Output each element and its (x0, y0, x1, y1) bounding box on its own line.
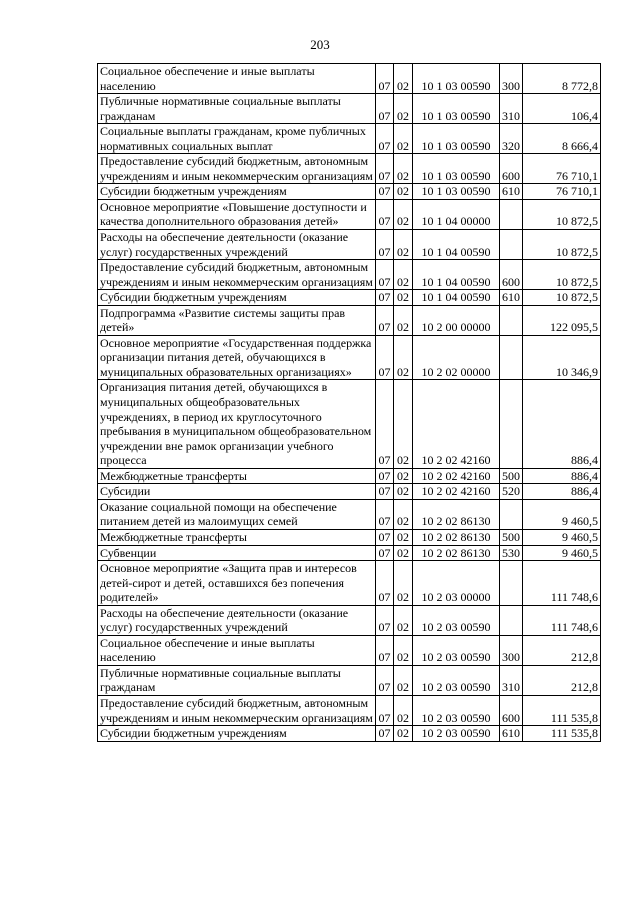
subsection-code: 02 (394, 468, 413, 484)
table-row (98, 545, 601, 561)
table-row (98, 154, 601, 184)
target-article-code: 10 2 02 42160 (413, 468, 500, 484)
subsection-code: 02 (394, 484, 413, 500)
section-code: 07 (376, 154, 394, 184)
row-name: Публичные нормативные социальные выплаты гражданам (98, 665, 376, 695)
table-row (98, 260, 601, 290)
budget-table (97, 63, 601, 742)
section-code: 07 (376, 561, 394, 606)
section-code: 07 (376, 335, 394, 380)
target-article-code: 10 2 02 86130 (413, 545, 500, 561)
expense-type-code (500, 335, 523, 380)
page-number: 203 (310, 37, 330, 52)
section-code: 07 (376, 529, 394, 545)
table-row (98, 184, 601, 200)
section-code: 07 (376, 695, 394, 725)
expense-type-code (500, 380, 523, 468)
amount: 76 710,1 (523, 154, 601, 184)
amount: 111 535,8 (523, 695, 601, 725)
subsection-code: 02 (394, 260, 413, 290)
amount: 111 748,6 (523, 605, 601, 635)
target-article-code: 10 1 04 00590 (413, 230, 500, 260)
section-code: 07 (376, 468, 394, 484)
target-article-code: 10 1 03 00590 (413, 154, 500, 184)
row-name: Основное мероприятие «Повышение доступности и качества дополнительного образования детей» (98, 199, 376, 229)
target-article-code: 10 2 03 00590 (413, 635, 500, 665)
amount: 8 666,4 (523, 124, 601, 154)
table-row (98, 335, 601, 380)
amount: 212,8 (523, 665, 601, 695)
amount: 10 872,5 (523, 260, 601, 290)
subsection-code: 02 (394, 380, 413, 468)
subsection-code: 02 (394, 305, 413, 335)
section-code: 07 (376, 260, 394, 290)
target-article-code: 10 2 03 00000 (413, 561, 500, 606)
row-name: Субсидии бюджетным учреждениям (98, 290, 376, 306)
subsection-code: 02 (394, 529, 413, 545)
amount: 10 872,5 (523, 230, 601, 260)
subsection-code: 02 (394, 695, 413, 725)
amount: 9 460,5 (523, 529, 601, 545)
target-article-code: 10 2 03 00590 (413, 665, 500, 695)
table-row (98, 380, 601, 468)
section-code: 07 (376, 94, 394, 124)
section-code: 07 (376, 726, 394, 742)
amount: 212,8 (523, 635, 601, 665)
expense-type-code: 310 (500, 94, 523, 124)
expense-type-code (500, 199, 523, 229)
table-row (98, 561, 601, 606)
amount: 886,4 (523, 380, 601, 468)
expense-type-code: 600 (500, 154, 523, 184)
expense-type-code: 530 (500, 545, 523, 561)
table-row (98, 695, 601, 725)
expense-type-code: 610 (500, 290, 523, 306)
target-article-code: 10 2 02 42160 (413, 380, 500, 468)
section-code: 07 (376, 124, 394, 154)
row-name: Подпрограмма «Развитие системы защиты прав детей» (98, 305, 376, 335)
table-row (98, 305, 601, 335)
row-name: Субвенции (98, 545, 376, 561)
row-name: Организация питания детей, обучающихся в муниципальных общеобразовательных учреждениях, в период их круглосуточного пребывания в муниципальном общеобразовательном учреждении вне рамок организации учебного процесса (98, 380, 376, 468)
subsection-code: 02 (394, 230, 413, 260)
target-article-code: 10 2 02 86130 (413, 529, 500, 545)
subsection-code: 02 (394, 154, 413, 184)
table-row (98, 64, 601, 94)
subsection-code: 02 (394, 665, 413, 695)
expense-type-code: 600 (500, 260, 523, 290)
table-row (98, 635, 601, 665)
section-code: 07 (376, 605, 394, 635)
table-row (98, 484, 601, 500)
section-code: 07 (376, 380, 394, 468)
section-code: 07 (376, 635, 394, 665)
row-name: Предоставление субсидий бюджетным, автономным учреждениям и иным некоммерческим организациям (98, 154, 376, 184)
amount: 111 535,8 (523, 726, 601, 742)
amount: 10 872,5 (523, 290, 601, 306)
expense-type-code: 500 (500, 468, 523, 484)
subsection-code: 02 (394, 726, 413, 742)
table-row (98, 665, 601, 695)
row-name: Субсидии (98, 484, 376, 500)
target-article-code: 10 1 03 00590 (413, 124, 500, 154)
expense-type-code: 600 (500, 695, 523, 725)
expense-type-code (500, 605, 523, 635)
target-article-code: 10 1 04 00590 (413, 290, 500, 306)
row-name: Субсидии бюджетным учреждениям (98, 726, 376, 742)
row-name: Оказание социальной помощи на обеспечение питанием детей из малоимущих семей (98, 499, 376, 529)
expense-type-code: 310 (500, 665, 523, 695)
expense-type-code: 520 (500, 484, 523, 500)
row-name: Социальное обеспечение и иные выплаты населению (98, 635, 376, 665)
subsection-code: 02 (394, 635, 413, 665)
target-article-code: 10 1 03 00590 (413, 94, 500, 124)
amount: 10 346,9 (523, 335, 601, 380)
expense-type-code: 300 (500, 635, 523, 665)
amount: 9 460,5 (523, 545, 601, 561)
section-code: 07 (376, 290, 394, 306)
amount: 8 772,8 (523, 64, 601, 94)
target-article-code: 10 2 03 00590 (413, 726, 500, 742)
expense-type-code (500, 230, 523, 260)
row-name: Межбюджетные трансферты (98, 468, 376, 484)
subsection-code: 02 (394, 499, 413, 529)
amount: 111 748,6 (523, 561, 601, 606)
table-row (98, 605, 601, 635)
section-code: 07 (376, 499, 394, 529)
amount: 122 095,5 (523, 305, 601, 335)
subsection-code: 02 (394, 290, 413, 306)
table-row (98, 230, 601, 260)
expense-type-code (500, 561, 523, 606)
row-name: Основное мероприятие «Защита прав и интересов детей-сирот и детей, оставшихся без попечения родителей» (98, 561, 376, 606)
subsection-code: 02 (394, 199, 413, 229)
row-name: Основное мероприятие «Государственная поддержка организации питания детей, обучающихся в муниципальных образовательных организациях» (98, 335, 376, 380)
expense-type-code: 320 (500, 124, 523, 154)
row-name: Межбюджетные трансферты (98, 529, 376, 545)
subsection-code: 02 (394, 94, 413, 124)
amount: 886,4 (523, 468, 601, 484)
table-row (98, 499, 601, 529)
expense-type-code (500, 499, 523, 529)
amount: 106,4 (523, 94, 601, 124)
subsection-code: 02 (394, 64, 413, 94)
amount: 886,4 (523, 484, 601, 500)
section-code: 07 (376, 484, 394, 500)
row-name: Расходы на обеспечение деятельности (оказание услуг) государственных учреждений (98, 605, 376, 635)
table-row (98, 468, 601, 484)
subsection-code: 02 (394, 124, 413, 154)
row-name: Предоставление субсидий бюджетным, автономным учреждениям и иным некоммерческим организациям (98, 260, 376, 290)
section-code: 07 (376, 230, 394, 260)
target-article-code: 10 1 03 00590 (413, 64, 500, 94)
table-row (98, 124, 601, 154)
target-article-code: 10 1 04 00590 (413, 260, 500, 290)
section-code: 07 (376, 199, 394, 229)
section-code: 07 (376, 64, 394, 94)
expense-type-code: 610 (500, 726, 523, 742)
row-name: Предоставление субсидий бюджетным, автономным учреждениям и иным некоммерческим организациям (98, 695, 376, 725)
target-article-code: 10 2 00 00000 (413, 305, 500, 335)
row-name: Расходы на обеспечение деятельности (оказание услуг) государственных учреждений (98, 230, 376, 260)
row-name: Публичные нормативные социальные выплаты гражданам (98, 94, 376, 124)
expense-type-code: 300 (500, 64, 523, 94)
expense-type-code (500, 305, 523, 335)
target-article-code: 10 1 03 00590 (413, 184, 500, 200)
target-article-code: 10 2 03 00590 (413, 605, 500, 635)
section-code: 07 (376, 545, 394, 561)
row-name: Субсидии бюджетным учреждениям (98, 184, 376, 200)
table-row (98, 290, 601, 306)
expense-type-code: 500 (500, 529, 523, 545)
subsection-code: 02 (394, 561, 413, 606)
subsection-code: 02 (394, 545, 413, 561)
expense-type-code: 610 (500, 184, 523, 200)
target-article-code: 10 2 02 00000 (413, 335, 500, 380)
subsection-code: 02 (394, 335, 413, 380)
row-name: Социальное обеспечение и иные выплаты населению (98, 64, 376, 94)
amount: 10 872,5 (523, 199, 601, 229)
target-article-code: 10 1 04 00000 (413, 199, 500, 229)
target-article-code: 10 2 02 86130 (413, 499, 500, 529)
amount: 9 460,5 (523, 499, 601, 529)
target-article-code: 10 2 03 00590 (413, 695, 500, 725)
target-article-code: 10 2 02 42160 (413, 484, 500, 500)
amount: 76 710,1 (523, 184, 601, 200)
subsection-code: 02 (394, 605, 413, 635)
section-code: 07 (376, 305, 394, 335)
subsection-code: 02 (394, 184, 413, 200)
section-code: 07 (376, 184, 394, 200)
table-row (98, 199, 601, 229)
table-row (98, 726, 601, 742)
table-row (98, 529, 601, 545)
row-name: Социальные выплаты гражданам, кроме публичных нормативных социальных выплат (98, 124, 376, 154)
table-row (98, 94, 601, 124)
section-code: 07 (376, 665, 394, 695)
table-body (98, 64, 601, 742)
